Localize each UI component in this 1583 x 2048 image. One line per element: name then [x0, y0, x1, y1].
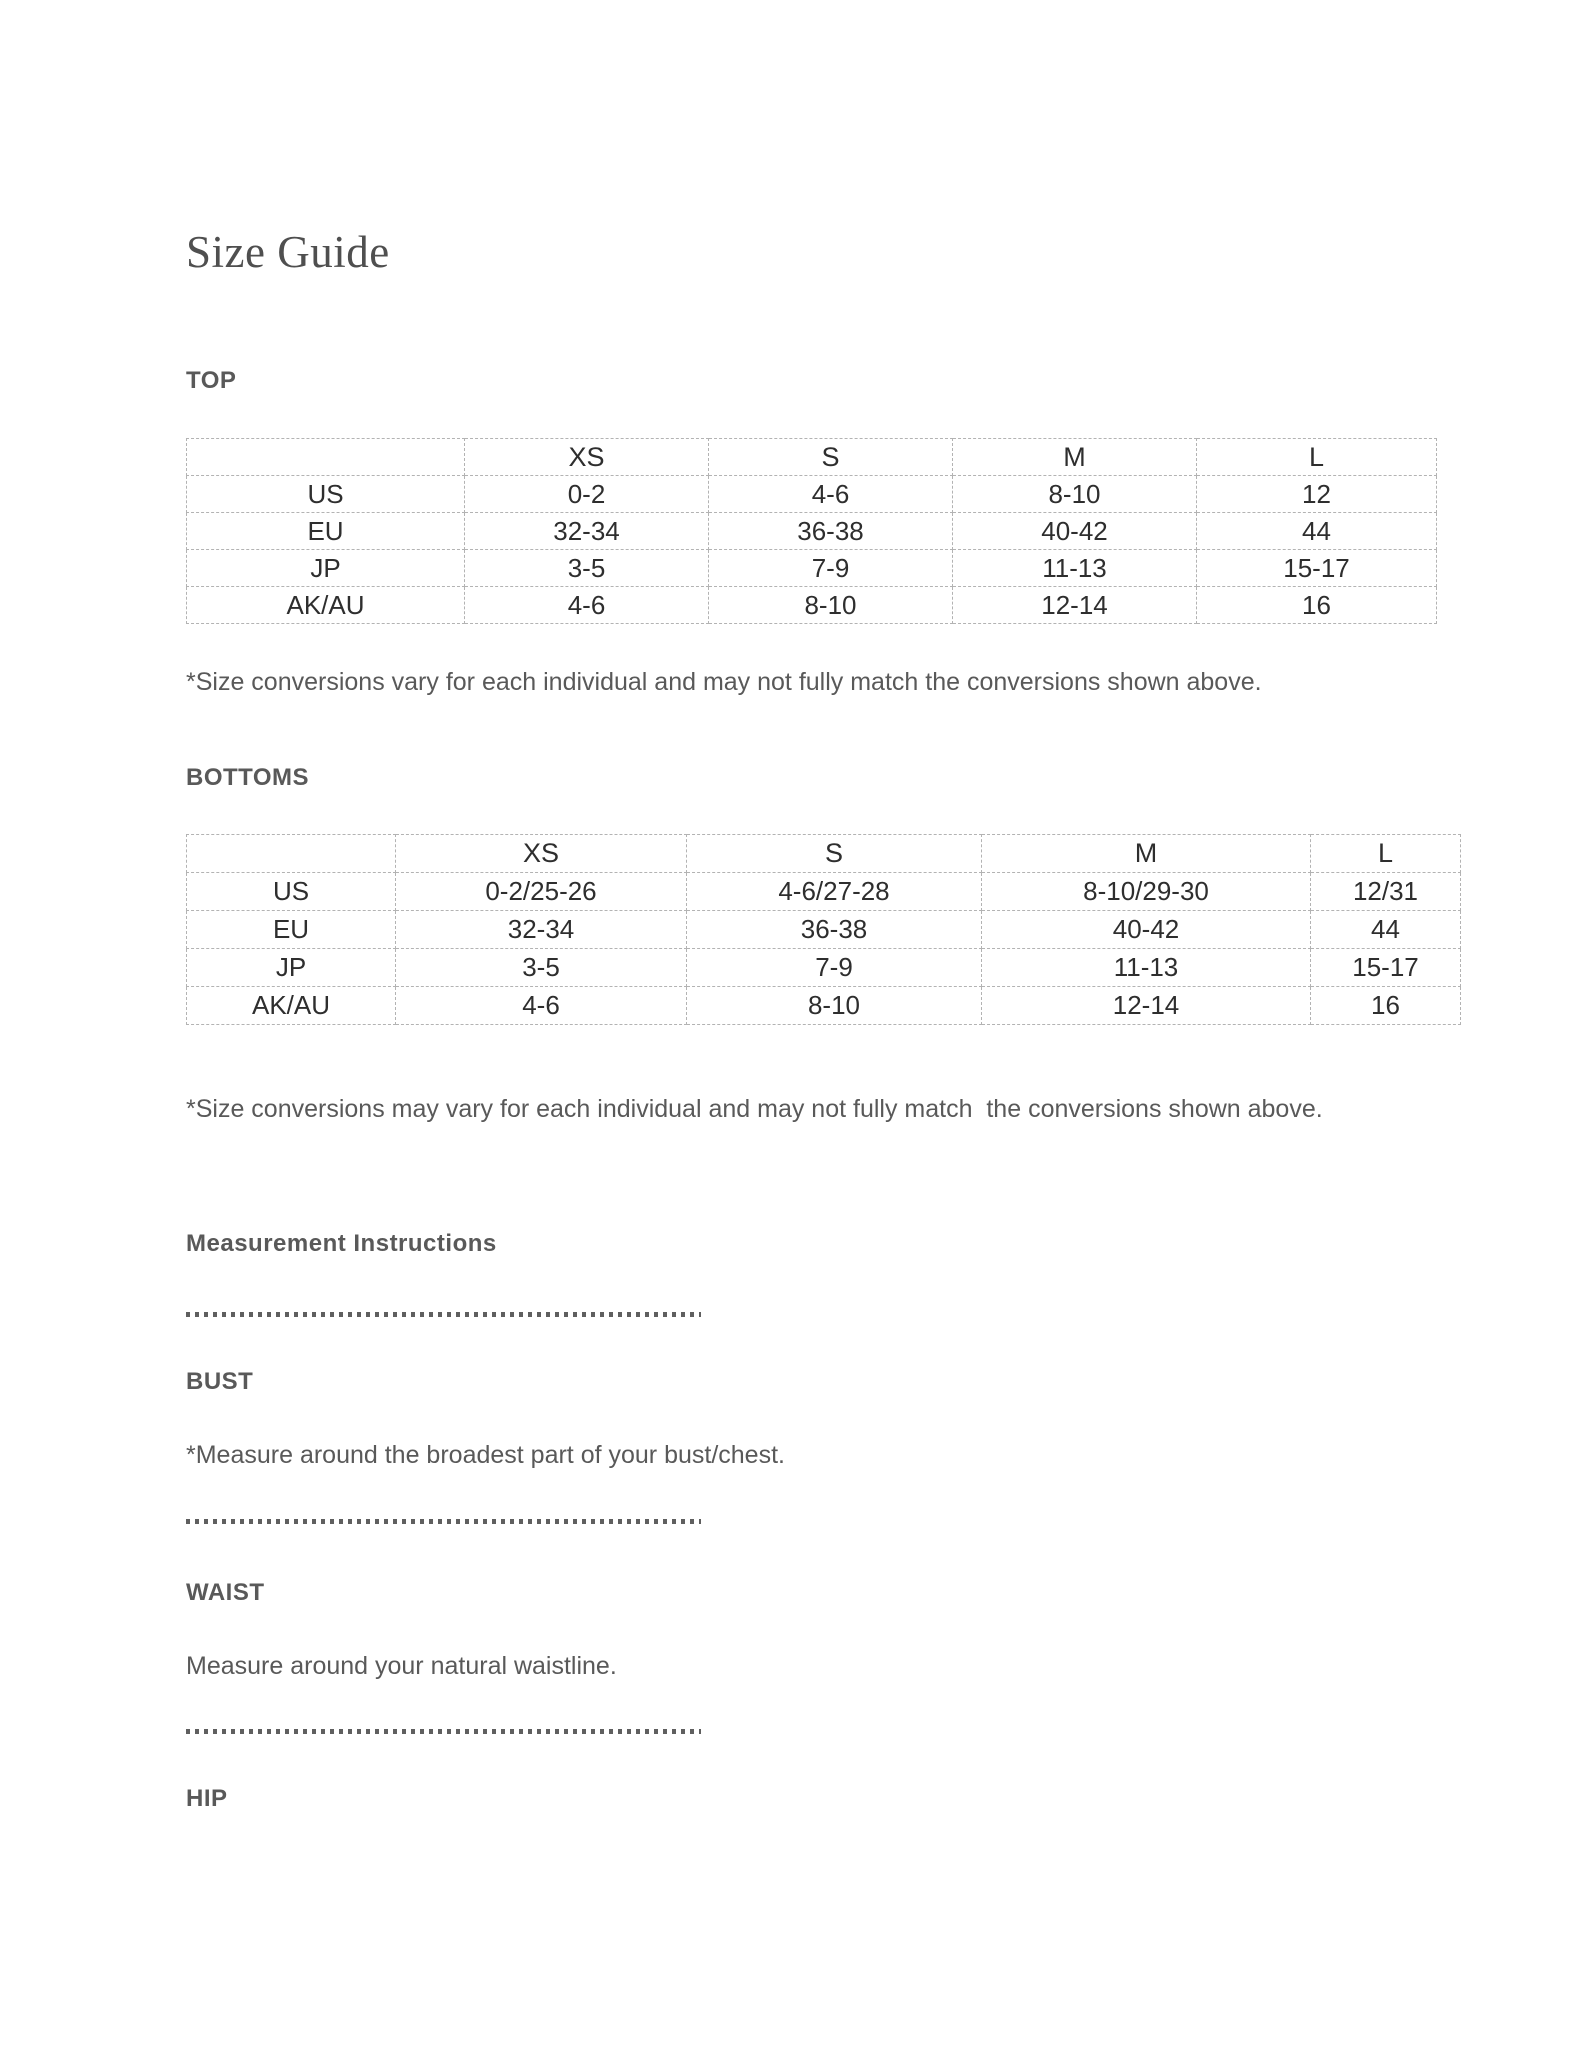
- bust-instruction: *Measure around the broadest part of your bust/chest.: [186, 1441, 785, 1469]
- size-header-row: [187, 439, 1437, 476]
- size-value-cell: 40-42: [982, 911, 1311, 949]
- size-column-header: L: [1311, 835, 1461, 873]
- size-value-cell: 36-38: [709, 513, 953, 550]
- size-value-cell: 12/31: [1311, 873, 1461, 911]
- size-value-cell: 7-9: [709, 550, 953, 587]
- region-label-cell: AK/AU: [187, 587, 465, 624]
- size-value-cell: 16: [1311, 987, 1461, 1025]
- size-table-row: [187, 550, 1437, 587]
- size-table-row: [187, 949, 1461, 987]
- size-column-header: XS: [396, 835, 687, 873]
- size-column-header: S: [687, 835, 982, 873]
- size-value-cell: 4-6/27-28: [687, 873, 982, 911]
- size-value-cell: 15-17: [1311, 949, 1461, 987]
- size-header-row: [187, 835, 1461, 873]
- region-label-cell: EU: [187, 911, 396, 949]
- size-value-cell: 12: [1197, 476, 1437, 513]
- size-value-cell: 8-10/29-30: [982, 873, 1311, 911]
- dotted-separator: [186, 1729, 701, 1734]
- region-label-cell: AK/AU: [187, 987, 396, 1025]
- size-table-row: [187, 476, 1437, 513]
- size-table-row: [187, 911, 1461, 949]
- waist-instruction: Measure around your natural waistline.: [186, 1652, 617, 1680]
- size-value-cell: 8-10: [709, 587, 953, 624]
- region-label-cell: JP: [187, 550, 465, 587]
- measurement-instructions-section: [186, 1231, 1523, 1812]
- measurement-instructions-heading: Measurement Instructions: [186, 1230, 497, 1257]
- size-column-header: M: [982, 835, 1311, 873]
- top-section: [186, 368, 1523, 699]
- size-value-cell: 0-2: [465, 476, 709, 513]
- waist-heading: WAIST: [186, 1579, 265, 1606]
- size-value-cell: 36-38: [687, 911, 982, 949]
- size-value-cell: 8-10: [687, 987, 982, 1025]
- size-value-cell: 0-2/25-26: [396, 873, 687, 911]
- region-label-cell: US: [187, 873, 396, 911]
- size-value-cell: 40-42: [953, 513, 1197, 550]
- size-value-cell: 12-14: [953, 587, 1197, 624]
- hip-heading: HIP: [186, 1785, 228, 1812]
- size-value-cell: 16: [1197, 587, 1437, 624]
- region-label-cell: JP: [187, 949, 396, 987]
- bottoms-section: [186, 765, 1523, 1126]
- size-value-cell: 4-6: [709, 476, 953, 513]
- dotted-separator: [186, 1312, 701, 1317]
- page-content: [0, 224, 1583, 1812]
- size-value-cell: 8-10: [953, 476, 1197, 513]
- region-label-cell: US: [187, 476, 465, 513]
- empty-header-cell: [187, 439, 465, 476]
- page-title: Size Guide: [186, 227, 390, 277]
- size-column-header: XS: [465, 439, 709, 476]
- size-value-cell: 15-17: [1197, 550, 1437, 587]
- size-value-cell: 32-34: [465, 513, 709, 550]
- size-table-row: [187, 987, 1461, 1025]
- size-table-row: [187, 513, 1437, 550]
- size-value-cell: 32-34: [396, 911, 687, 949]
- top-heading: TOP: [186, 367, 237, 394]
- bottoms-heading: BOTTOMS: [186, 764, 310, 791]
- size-value-cell: 44: [1197, 513, 1437, 550]
- size-value-cell: 11-13: [953, 550, 1197, 587]
- size-column-header: L: [1197, 439, 1437, 476]
- size-value-cell: 11-13: [982, 949, 1311, 987]
- size-table-row: [187, 587, 1437, 624]
- size-value-cell: 44: [1311, 911, 1461, 949]
- bust-heading: BUST: [186, 1368, 254, 1395]
- size-value-cell: 4-6: [396, 987, 687, 1025]
- size-value-cell: 7-9: [687, 949, 982, 987]
- dotted-separator: [186, 1519, 701, 1524]
- top-size-table: [186, 438, 1437, 624]
- size-value-cell: 4-6: [465, 587, 709, 624]
- bottoms-size-table: [186, 834, 1461, 1025]
- bottoms-note: *Size conversions may vary for each individual and may not fully match the conversions shown above.: [186, 1095, 1323, 1123]
- size-value-cell: 3-5: [396, 949, 687, 987]
- size-value-cell: 12-14: [982, 987, 1311, 1025]
- size-column-header: M: [953, 439, 1197, 476]
- size-column-header: S: [709, 439, 953, 476]
- size-table-row: [187, 873, 1461, 911]
- region-label-cell: EU: [187, 513, 465, 550]
- size-value-cell: 3-5: [465, 550, 709, 587]
- top-note: *Size conversions vary for each individual and may not fully match the conversions shown above.: [186, 668, 1262, 696]
- empty-header-cell: [187, 835, 396, 873]
